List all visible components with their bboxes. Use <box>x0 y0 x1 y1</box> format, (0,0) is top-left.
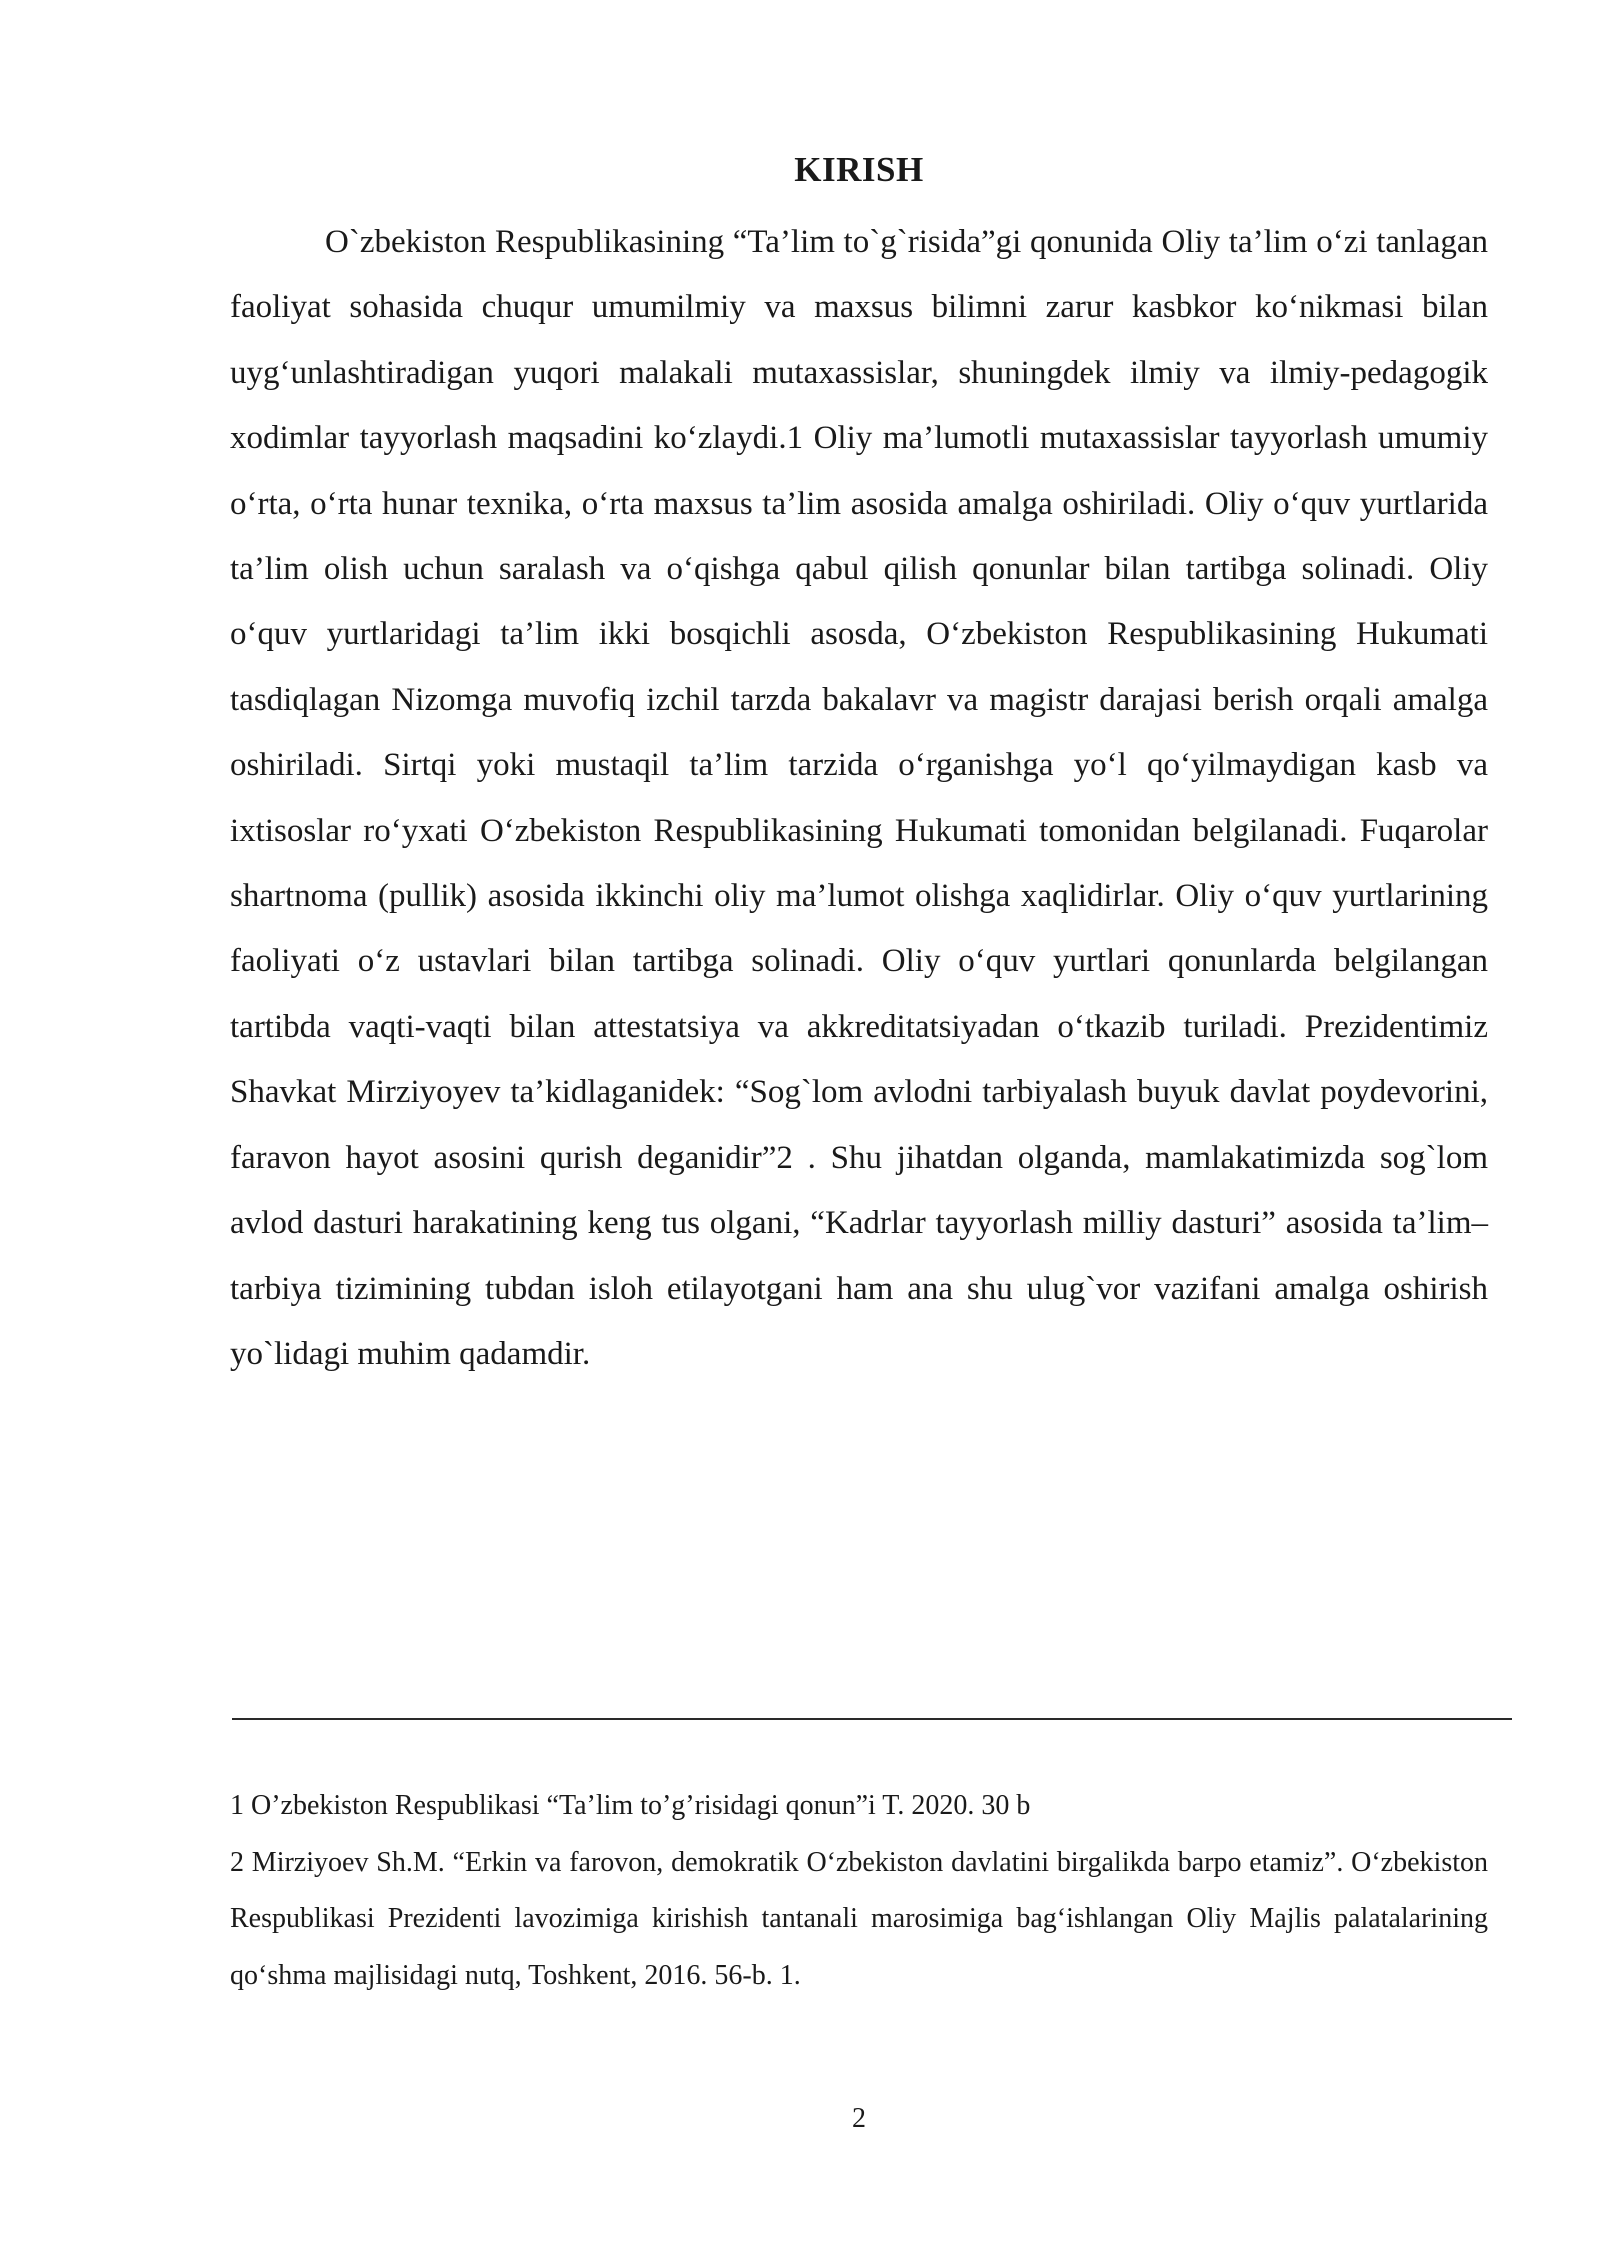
page-heading <box>0 150 1600 190</box>
footnote-separator <box>232 1718 1512 1720</box>
page-number: 2 <box>852 2103 866 2134</box>
footnotes <box>230 1778 1488 2004</box>
footnote-1: 1 O’zbekiston Respublikasi “Ta’lim to’g’risidagi qonun”i T. 2020. 30 b <box>230 1790 1031 1821</box>
footnote-2: 2 Mirziyoev Sh.M. “Erkin va farovon, demokratik O‘zbekiston davlatini birgalikda barpo etamiz”. O‘zbekiston Respublikasi Prezidenti lavozimiga kirishish tantanali marosimiga bag‘ishlangan Oliy Majlis palatalarining qo‘shma majlisidagi nutq, Toshkent, 2016. 56-b. 1. <box>230 1846 1488 1991</box>
body-paragraph: O`zbekiston Respublikasining “Ta’lim to`g`risida”gi qonunida Oliy ta’lim o‘zi tanlagan faoliyat sohasida chuqur umumilmiy va maxsus bilimni zarur kasbkor ko‘nikmasi bilan uyg‘unlashtiradigan yuqori malakali mutaxassislar, shuningdek ilmiy va ilmiy-pedagogik xodimlar tayyorlash maqsadini ko‘zlaydi.1 Oliy ma’lumotli mutaxassislar tayyorlash umumiy o‘rta, o‘rta hunar texnika, o‘rta maxsus ta’lim asosida amalga oshiriladi. Oliy o‘quv yurtlarida ta’lim olish uchun saralash va o‘qishga qabul qilish qonunlar bilan tartibga solinadi. Oliy o‘quv yurtlaridagi ta’lim ikki bosqichli asosda, O‘zbekiston Respublikasining Hukumati tasdiqlagan Nizomga muvofiq izchil tarzda bakalavr va magistr darajasi berish orqali amalga oshiriladi. Sirtqi yoki mustaqil ta’lim tarzida o‘rganishga yo‘l qo‘yilmaydigan kasb va ixtisoslar ro‘yxati O‘zbekiston Respublikasining Hukumati tomonidan belgilanadi. Fuqarolar shartnoma (pullik) asosida ikkinchi oliy ma’lumot olishga xaqlidirlar. Oliy o‘quv yurtlarining faoliyati o‘z ustavlari bilan tartibga solinadi. Oliy o‘quv yurtlari qonunlarda belgilangan tartibda vaqti-vaqti bilan attestatsiya va akkreditatsiyadan o‘tkazib turiladi. Prezidentimiz Shavkat Mirziyoyev ta’kidlaganidek: “Sog`lom avlodni tarbiyalash buyuk davlat poydevorini, faravon hayot asosini qurish deganidir”2 . Shu jihatdan olganda, mamlakatimizda sog`lom avlod dasturi harakatining keng tus olgani, “Kadrlar tayyorlash milliy dasturi” asosida ta’lim–tarbiya tizimining tubdan isloh etilayotgani ham ana shu ulug`vor vazifani amalga oshirish yo`lidagi muhim qadamdir. <box>230 224 1488 1372</box>
heading-text: KIRISH <box>794 150 924 189</box>
